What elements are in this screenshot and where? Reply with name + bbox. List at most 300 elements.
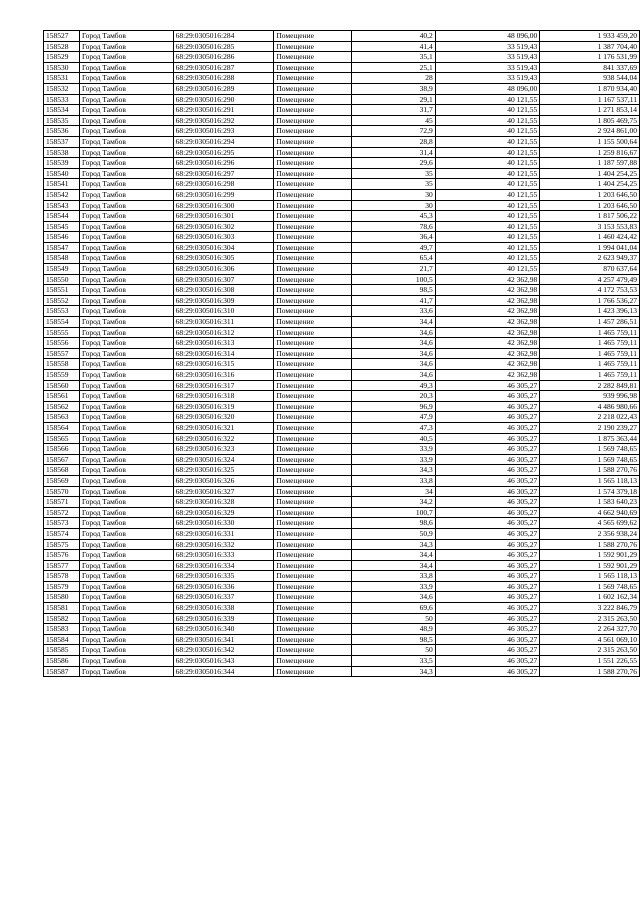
cadastral-value-cell: 2 315 263,50 [540,645,640,656]
cadastral-number-cell: 68:29:0305016:290 [173,94,274,105]
row-number-cell: 158550 [44,274,80,285]
table-row [44,41,640,52]
table-row [44,581,640,592]
city-cell: Город Тамбов [79,317,173,328]
area-cell: 20,3 [352,391,436,402]
object-type-cell: Помещение [274,52,352,63]
table-row [44,31,640,42]
cadastral-value-cell: 2 315 263,50 [540,613,640,624]
area-cell: 78,6 [352,221,436,232]
row-number-cell: 158555 [44,327,80,338]
city-cell: Город Тамбов [79,31,173,42]
table-row [44,189,640,200]
cadastral-number-cell: 68:29:0305016:306 [173,264,274,275]
row-number-cell: 158561 [44,391,80,402]
table-body [44,31,640,677]
object-type-cell: Помещение [274,645,352,656]
city-cell: Город Тамбов [79,136,173,147]
area-cell: 34 [352,486,436,497]
specific-value-cell: 42 362,98 [435,370,540,381]
city-cell: Город Тамбов [79,592,173,603]
row-number-cell: 158570 [44,486,80,497]
row-number-cell: 158568 [44,465,80,476]
row-number-cell: 158552 [44,295,80,306]
city-cell: Город Тамбов [79,518,173,529]
cadastral-value-cell: 1 271 853,14 [540,105,640,116]
specific-value-cell: 33 519,43 [435,62,540,73]
cadastral-value-cell: 1 588 270,76 [540,539,640,550]
specific-value-cell: 46 305,27 [435,475,540,486]
row-number-cell: 158574 [44,528,80,539]
city-cell: Город Тамбов [79,603,173,614]
object-type-cell: Помещение [274,264,352,275]
cadastral-value-cell: 1 387 704,40 [540,41,640,52]
area-cell: 45,3 [352,211,436,222]
cadastral-value-cell: 1 588 270,76 [540,465,640,476]
row-number-cell: 158535 [44,115,80,126]
object-type-cell: Помещение [274,528,352,539]
object-type-cell: Помещение [274,317,352,328]
table-row [44,52,640,63]
object-type-cell: Помещение [274,31,352,42]
cadastral-number-cell: 68:29:0305016:315 [173,359,274,370]
specific-value-cell: 46 305,27 [435,592,540,603]
specific-value-cell: 42 362,98 [435,338,540,349]
area-cell: 31,7 [352,105,436,116]
cadastral-value-cell: 2 356 938,24 [540,528,640,539]
object-type-cell: Помещение [274,359,352,370]
city-cell: Город Тамбов [79,486,173,497]
cadastral-value-cell: 4 172 753,53 [540,285,640,296]
city-cell: Город Тамбов [79,264,173,275]
object-type-cell: Помещение [274,465,352,476]
row-number-cell: 158553 [44,306,80,317]
row-number-cell: 158528 [44,41,80,52]
cadastral-number-cell: 68:29:0305016:299 [173,189,274,200]
row-number-cell: 158569 [44,475,80,486]
cadastral-value-cell: 4 257 479,49 [540,274,640,285]
area-cell: 25,1 [352,62,436,73]
area-cell: 33,9 [352,454,436,465]
specific-value-cell: 46 305,27 [435,454,540,465]
table-row [44,539,640,550]
cadastral-number-cell: 68:29:0305016:294 [173,136,274,147]
city-cell: Город Тамбов [79,242,173,253]
area-cell: 33,9 [352,581,436,592]
object-type-cell: Помещение [274,200,352,211]
table-row [44,253,640,264]
specific-value-cell: 40 121,55 [435,158,540,169]
row-number-cell: 158540 [44,168,80,179]
object-type-cell: Помещение [274,634,352,645]
object-type-cell: Помещение [274,221,352,232]
area-cell: 45 [352,115,436,126]
object-type-cell: Помещение [274,613,352,624]
city-cell: Город Тамбов [79,401,173,412]
object-type-cell: Помещение [274,560,352,571]
specific-value-cell: 46 305,27 [435,560,540,571]
cadastral-value-cell: 1 465 759,11 [540,327,640,338]
row-number-cell: 158579 [44,581,80,592]
cadastral-number-cell: 68:29:0305016:285 [173,41,274,52]
city-cell: Город Тамбов [79,645,173,656]
object-type-cell: Помещение [274,189,352,200]
table-row [44,571,640,582]
city-cell: Город Тамбов [79,412,173,423]
area-cell: 30 [352,200,436,211]
cadastral-value-cell: 1 465 759,11 [540,370,640,381]
city-cell: Город Тамбов [79,94,173,105]
object-type-cell: Помещение [274,147,352,158]
cadastral-value-cell: 1 569 748,65 [540,581,640,592]
row-number-cell: 158557 [44,348,80,359]
object-type-cell: Помещение [274,179,352,190]
cadastral-value-cell: 1 423 396,13 [540,306,640,317]
row-number-cell: 158530 [44,62,80,73]
city-cell: Город Тамбов [79,475,173,486]
area-cell: 100,5 [352,274,436,285]
area-cell: 100,7 [352,507,436,518]
row-number-cell: 158546 [44,232,80,243]
city-cell: Город Тамбов [79,444,173,455]
specific-value-cell: 33 519,43 [435,52,540,63]
table-row [44,497,640,508]
object-type-cell: Помещение [274,253,352,264]
table-row [44,592,640,603]
area-cell: 50 [352,645,436,656]
cadastral-number-cell: 68:29:0305016:291 [173,105,274,116]
cadastral-number-cell: 68:29:0305016:305 [173,253,274,264]
city-cell: Город Тамбов [79,285,173,296]
table-row [44,486,640,497]
table-row [44,433,640,444]
cadastral-number-cell: 68:29:0305016:332 [173,539,274,550]
object-type-cell: Помещение [274,603,352,614]
cadastral-number-cell: 68:29:0305016:336 [173,581,274,592]
cadastral-number-cell: 68:29:0305016:342 [173,645,274,656]
area-cell: 98,5 [352,285,436,296]
row-number-cell: 158544 [44,211,80,222]
object-type-cell: Помещение [274,391,352,402]
cadastral-value-cell: 2 264 327,70 [540,624,640,635]
table-row [44,465,640,476]
cadastral-value-cell: 841 337,69 [540,62,640,73]
table-row [44,454,640,465]
table-row [44,338,640,349]
table-row [44,115,640,126]
area-cell: 47,3 [352,422,436,433]
specific-value-cell: 46 305,27 [435,603,540,614]
city-cell: Город Тамбов [79,189,173,200]
area-cell: 49,3 [352,380,436,391]
area-cell: 34,6 [352,348,436,359]
cadastral-value-cell: 1 465 759,11 [540,338,640,349]
area-cell: 33,5 [352,656,436,667]
city-cell: Город Тамбов [79,624,173,635]
cadastral-number-cell: 68:29:0305016:341 [173,634,274,645]
object-type-cell: Помещение [274,348,352,359]
table-row [44,613,640,624]
specific-value-cell: 48 096,00 [435,31,540,42]
table-row [44,645,640,656]
specific-value-cell: 40 121,55 [435,147,540,158]
cadastral-number-cell: 68:29:0305016:322 [173,433,274,444]
area-cell: 28,8 [352,136,436,147]
row-number-cell: 158578 [44,571,80,582]
cadastral-value-cell: 1 155 500,64 [540,136,640,147]
table-row [44,83,640,94]
area-cell: 34,3 [352,465,436,476]
cadastral-value-cell: 1 203 646,50 [540,189,640,200]
row-number-cell: 158536 [44,126,80,137]
row-number-cell: 158573 [44,518,80,529]
specific-value-cell: 46 305,27 [435,656,540,667]
specific-value-cell: 42 362,98 [435,274,540,285]
city-cell: Город Тамбов [79,274,173,285]
city-cell: Город Тамбов [79,338,173,349]
cadastral-number-cell: 68:29:0305016:320 [173,412,274,423]
cadastral-number-cell: 68:29:0305016:286 [173,52,274,63]
cadastral-number-cell: 68:29:0305016:318 [173,391,274,402]
city-cell: Город Тамбов [79,380,173,391]
table-row [44,422,640,433]
cadastral-number-cell: 68:29:0305016:343 [173,656,274,667]
specific-value-cell: 40 121,55 [435,126,540,137]
table-row [44,359,640,370]
table-row [44,285,640,296]
object-type-cell: Помещение [274,656,352,667]
specific-value-cell: 42 362,98 [435,306,540,317]
specific-value-cell: 33 519,43 [435,41,540,52]
specific-value-cell: 40 121,55 [435,136,540,147]
specific-value-cell: 46 305,27 [435,518,540,529]
city-cell: Город Тамбов [79,613,173,624]
table-row [44,412,640,423]
table-row [44,528,640,539]
cadastral-value-cell: 1 870 934,40 [540,83,640,94]
city-cell: Город Тамбов [79,158,173,169]
area-cell: 21,7 [352,264,436,275]
specific-value-cell: 40 121,55 [435,221,540,232]
area-cell: 69,6 [352,603,436,614]
cadastral-value-cell: 1 457 286,51 [540,317,640,328]
cadastral-value-cell: 1 465 759,11 [540,359,640,370]
cadastral-number-cell: 68:29:0305016:296 [173,158,274,169]
table-row [44,94,640,105]
cadastral-value-cell: 1 933 459,20 [540,31,640,42]
table-row [44,147,640,158]
area-cell: 36,4 [352,232,436,243]
city-cell: Город Тамбов [79,507,173,518]
specific-value-cell: 40 121,55 [435,253,540,264]
cadastral-number-cell: 68:29:0305016:302 [173,221,274,232]
cadastral-value-cell: 1 569 748,65 [540,444,640,455]
specific-value-cell: 40 121,55 [435,200,540,211]
cadastral-value-cell: 1 583 640,23 [540,497,640,508]
object-type-cell: Помещение [274,497,352,508]
object-type-cell: Помещение [274,666,352,677]
city-cell: Город Тамбов [79,550,173,561]
object-type-cell: Помещение [274,539,352,550]
city-cell: Город Тамбов [79,200,173,211]
cadastral-value-cell: 4 565 699,62 [540,518,640,529]
table-row [44,634,640,645]
city-cell: Город Тамбов [79,168,173,179]
specific-value-cell: 40 121,55 [435,94,540,105]
row-number-cell: 158583 [44,624,80,635]
cadastral-number-cell: 68:29:0305016:313 [173,338,274,349]
row-number-cell: 158539 [44,158,80,169]
table-row [44,560,640,571]
specific-value-cell: 46 305,27 [435,550,540,561]
city-cell: Город Тамбов [79,211,173,222]
row-number-cell: 158585 [44,645,80,656]
cadastral-value-cell: 1 565 118,13 [540,571,640,582]
city-cell: Город Тамбов [79,62,173,73]
object-type-cell: Помещение [274,306,352,317]
area-cell: 30 [352,189,436,200]
cadastral-number-cell: 68:29:0305016:308 [173,285,274,296]
cadastral-value-cell: 1 404 254,25 [540,168,640,179]
row-number-cell: 158538 [44,147,80,158]
table-row [44,264,640,275]
cadastral-value-cell: 938 544,04 [540,73,640,84]
area-cell: 40,2 [352,31,436,42]
cadastral-value-cell: 1 994 041,04 [540,242,640,253]
area-cell: 41,7 [352,295,436,306]
row-number-cell: 158575 [44,539,80,550]
area-cell: 34,4 [352,317,436,328]
table-row [44,274,640,285]
cadastral-number-cell: 68:29:0305016:328 [173,497,274,508]
cadastral-value-cell: 4 561 069,10 [540,634,640,645]
table-row [44,242,640,253]
cadastral-number-cell: 68:29:0305016:316 [173,370,274,381]
cadastral-number-cell: 68:29:0305016:319 [173,401,274,412]
row-number-cell: 158547 [44,242,80,253]
table-row [44,221,640,232]
cadastral-number-cell: 68:29:0305016:292 [173,115,274,126]
table-row [44,550,640,561]
object-type-cell: Помещение [274,422,352,433]
specific-value-cell: 42 362,98 [435,359,540,370]
city-cell: Город Тамбов [79,126,173,137]
city-cell: Город Тамбов [79,306,173,317]
object-type-cell: Помещение [274,73,352,84]
cadastral-number-cell: 68:29:0305016:337 [173,592,274,603]
area-cell: 33,8 [352,571,436,582]
specific-value-cell: 46 305,27 [435,497,540,508]
cadastral-number-cell: 68:29:0305016:287 [173,62,274,73]
cadastral-value-cell: 939 996,98 [540,391,640,402]
area-cell: 34,4 [352,550,436,561]
area-cell: 34,3 [352,539,436,550]
object-type-cell: Помещение [274,158,352,169]
area-cell: 48,9 [352,624,436,635]
table-row [44,380,640,391]
specific-value-cell: 40 121,55 [435,242,540,253]
specific-value-cell: 46 305,27 [435,571,540,582]
cadastral-number-cell: 68:29:0305016:298 [173,179,274,190]
object-type-cell: Помещение [274,327,352,338]
cadastral-number-cell: 68:29:0305016:323 [173,444,274,455]
cadastral-value-cell: 1 203 646,50 [540,200,640,211]
object-type-cell: Помещение [274,454,352,465]
cadastral-value-cell: 2 190 239,27 [540,422,640,433]
row-number-cell: 158558 [44,359,80,370]
cadastral-value-cell: 1 460 424,42 [540,232,640,243]
object-type-cell: Помещение [274,401,352,412]
row-number-cell: 158562 [44,401,80,412]
cadastral-number-cell: 68:29:0305016:314 [173,348,274,359]
row-number-cell: 158580 [44,592,80,603]
city-cell: Город Тамбов [79,105,173,116]
area-cell: 38,9 [352,83,436,94]
specific-value-cell: 40 121,55 [435,232,540,243]
area-cell: 96,9 [352,401,436,412]
specific-value-cell: 46 305,27 [435,444,540,455]
cadastral-number-cell: 68:29:0305016:344 [173,666,274,677]
cadastral-value-cell: 2 924 861,00 [540,126,640,137]
area-cell: 29,1 [352,94,436,105]
specific-value-cell: 46 305,27 [435,412,540,423]
cadastral-value-cell: 1 167 537,11 [540,94,640,105]
cadastral-value-cell: 1 766 536,27 [540,295,640,306]
specific-value-cell: 46 305,27 [435,613,540,624]
cadastral-number-cell: 68:29:0305016:335 [173,571,274,582]
cadastral-number-cell: 68:29:0305016:288 [173,73,274,84]
city-cell: Город Тамбов [79,41,173,52]
city-cell: Город Тамбов [79,656,173,667]
specific-value-cell: 46 305,27 [435,624,540,635]
specific-value-cell: 40 121,55 [435,179,540,190]
table-row [44,666,640,677]
cadastral-value-cell: 2 218 022,43 [540,412,640,423]
cadastral-value-cell: 1 805 469,75 [540,115,640,126]
specific-value-cell: 46 305,27 [435,465,540,476]
city-cell: Город Тамбов [79,465,173,476]
area-cell: 31,4 [352,147,436,158]
specific-value-cell: 40 121,55 [435,105,540,116]
object-type-cell: Помещение [274,581,352,592]
city-cell: Город Тамбов [79,422,173,433]
cadastral-number-cell: 68:29:0305016:334 [173,560,274,571]
specific-value-cell: 46 305,27 [435,422,540,433]
specific-value-cell: 46 305,27 [435,380,540,391]
cadastral-value-cell: 1 551 226,55 [540,656,640,667]
table-row [44,136,640,147]
table-row [44,168,640,179]
table-row [44,348,640,359]
cadastral-value-cell: 3 153 553,83 [540,221,640,232]
cadastral-value-cell: 1 465 759,11 [540,348,640,359]
row-number-cell: 158534 [44,105,80,116]
table-row [44,391,640,402]
row-number-cell: 158566 [44,444,80,455]
city-cell: Город Тамбов [79,539,173,550]
row-number-cell: 158548 [44,253,80,264]
object-type-cell: Помещение [274,232,352,243]
city-cell: Город Тамбов [79,359,173,370]
area-cell: 33,9 [352,444,436,455]
cadastral-number-cell: 68:29:0305016:321 [173,422,274,433]
row-number-cell: 158532 [44,83,80,94]
city-cell: Город Тамбов [79,147,173,158]
cadastral-value-cell: 1 176 531,99 [540,52,640,63]
cadastral-value-cell: 1 602 162,34 [540,592,640,603]
cadastral-number-cell: 68:29:0305016:331 [173,528,274,539]
object-type-cell: Помещение [274,444,352,455]
